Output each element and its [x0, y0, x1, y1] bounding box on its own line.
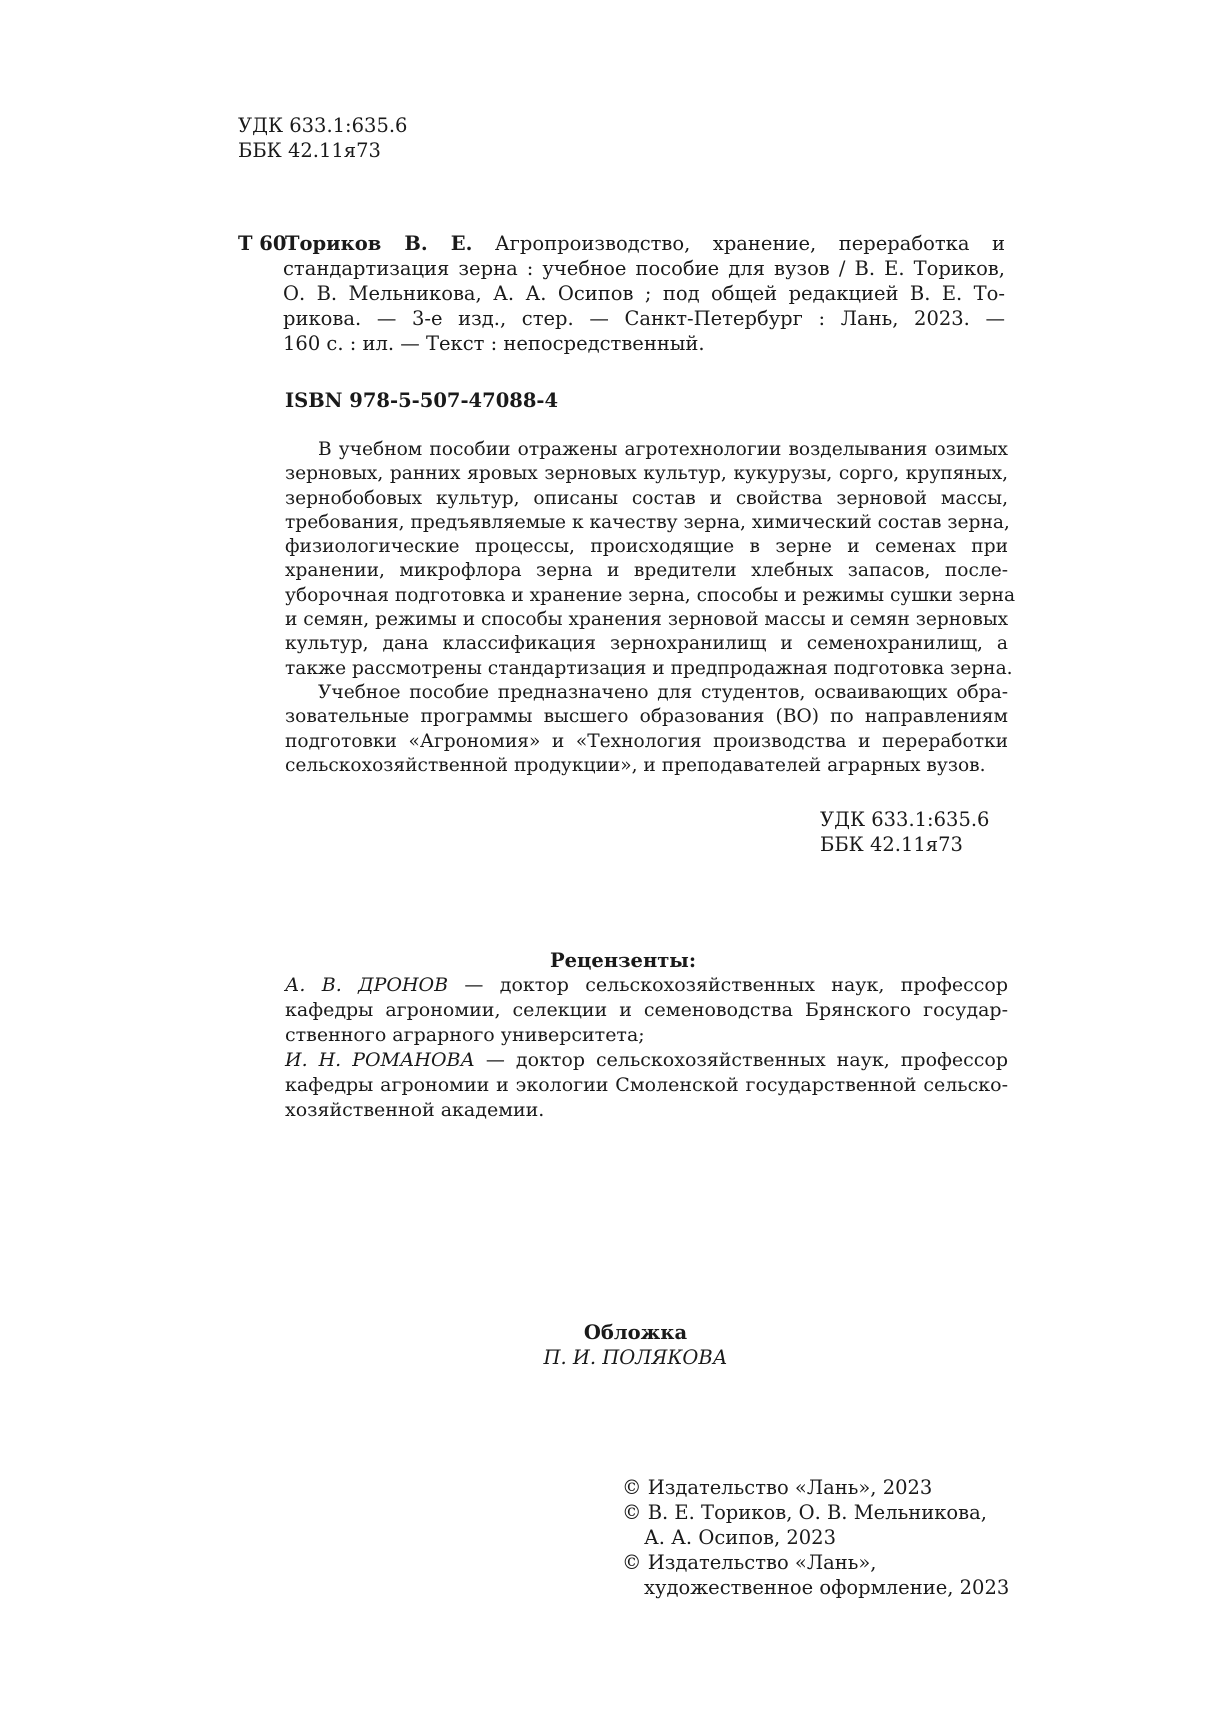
udk-code: УДК 633.1:635.6 [820, 808, 990, 831]
annotation-line: Учебное пособие предназначено для студентов, осваивающих обра- [318, 681, 1008, 703]
bib-line-3: О. В. Мельникова, А. А. Осипов ; под общей редакцией В. Е. То- [283, 282, 1005, 305]
bib-title-start: Агропроизводство, хранение, переработка и [494, 232, 1005, 255]
cover-designer: П. И. ПОЛЯКОВА [543, 1346, 728, 1369]
annotation-line: культур, дана классификация зернохранилищ и семенохранилищ, а [285, 633, 1008, 655]
copyright-line: А. А. Осипов, 2023 [644, 1526, 836, 1549]
annotation-line: и семян, режимы и способы хранения зерновой массы и семян зерновых [285, 609, 1009, 631]
bib-author: Ториков В. Е. [285, 232, 473, 255]
annotation-line: хранении, микрофлора зерна и вредители хлебных запасов, после- [285, 560, 1008, 582]
annotation-line: уборочная подготовка и хранение зерна, способы и режимы сушки зерна [285, 584, 1016, 606]
reviewer-1-line [285, 973, 1008, 998]
annotation-line: сельскохозяйственной продукции», и преподавателей аграрных вузов. [285, 754, 986, 776]
bib-line-4: рикова. — 3-е изд., стер. — Санкт-Петербург : Лань, 2023. — [283, 307, 1005, 330]
classification-codes-top [238, 113, 407, 163]
reviewer-1-text: — доктор сельскохозяйственных наук, профессор [448, 974, 1008, 996]
annotation [285, 438, 1016, 778]
annotation-line: зовательные программы высшего образования (ВО) по направлениям [285, 706, 1008, 728]
annotation-line: В учебном пособии отражены агротехнологии возделывания озимых [318, 439, 1008, 460]
annotation-line: зернобобовых культур, описаны состав и свойства зерновой массы, [285, 487, 1008, 509]
copyright-line: © Издательство «Лань», [622, 1551, 877, 1574]
copyright-notices [622, 1475, 1009, 1600]
udk-code: УДК 633.1:635.6 [238, 114, 408, 137]
reviewers-heading: Рецензенты: [549, 949, 697, 972]
reviewer-1-line: ственного аграрного университета; [285, 1024, 645, 1046]
copyright-line: © В. Е. Ториков, О. В. Мельникова, [622, 1501, 987, 1524]
reviewer-2-line: кафедры агрономии и экологии Смоленской государственной сельско- [285, 1074, 1008, 1096]
annotation-line: физиологические процессы, происходящие в зерне и семенах при [285, 536, 1008, 558]
reviewers-list [285, 973, 1008, 1123]
isbn: ISBN 978-5-507-47088-4 [285, 389, 559, 412]
annotation-line: подготовки «Агрономия» и «Технология производства и переработки [285, 730, 1008, 752]
bib-line-1 [285, 231, 1005, 256]
cover-heading: Обложка [583, 1321, 688, 1344]
annotation-line: требования, предъявляемые к качеству зерна, химический состав зерна, [285, 511, 1010, 533]
author-mark: Т 60 [238, 232, 287, 255]
bib-line-2: стандартизация зерна : учебное пособие для вузов / В. Е. Ториков, [283, 257, 1005, 280]
copyright-line: © Издательство «Лань», 2023 [622, 1476, 933, 1499]
reviewer-2-line: хозяйственной академии. [285, 1099, 545, 1121]
reviewer-2-line [285, 1048, 1008, 1073]
bbk-code: ББК 42.11я73 [238, 139, 381, 162]
bibliographic-record [285, 231, 1005, 356]
bbk-code: ББК 42.11я73 [820, 833, 963, 856]
annotation-line: также рассмотрены стандартизация и предпродажная подготовка зерна. [285, 657, 1013, 679]
bib-line-5: 160 с. : ил. — Текст : непосредственный. [283, 332, 705, 355]
reviewer-2-text: — доктор сельскохозяйственных наук, профессор [474, 1049, 1009, 1071]
annotation-line: зерновых, ранних яровых зерновых культур, кукурузы, сорго, крупяных, [285, 463, 1008, 485]
reviewer-1-name: А. В. ДРОНОВ [285, 974, 449, 996]
classification-codes-bottom [820, 807, 989, 857]
reviewer-2-name: И. Н. РОМАНОВА [285, 1049, 475, 1071]
copyright-line: художественное оформление, 2023 [644, 1576, 1010, 1599]
reviewer-1-line: кафедры агрономии, селекции и семеноводства Брянского государ- [285, 999, 1008, 1021]
